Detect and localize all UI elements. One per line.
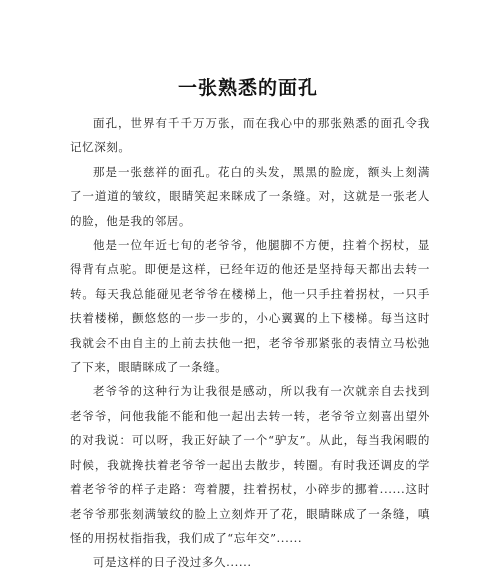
paragraph-5: 可是这样的日子没过多久...... [93,555,252,570]
article-body [70,111,430,575]
paragraph-1: 面孔，世界有千千万万张，而在我心中的那张熟悉的面孔令我记忆深刻。 [70,116,430,155]
paragraph-3: 他是一位年近七旬的老爷爷，他腿脚不方便，拄着个拐杖，显得背有点驼。即便是这样，已经年迈的他还是坚持每天都出去转一转。每天我总能碰见老爷爷在楼梯上，他一只手拄着拐杖，一只手扶着楼梯，颤悠悠的一步一步的，小心翼翼的上下楼梯。每当这时我就会不由自主的上前去扶他一把，老爷爷那紧张的表情立马松弛了下来，眼睛眯成了一条缝。 [70,238,430,375]
paragraph-4: 老爷爷的这种行为让我很是感动，所以我有一次就亲自去找到老爷爷，问他我能不能和他一起出去转一转，老爷爷立刻喜出望外的对我说：可以呀，我正好缺了一个“驴友”。从此，每当我闲暇的时候，我就搀扶着老爷爷一起出去散步，转圈。有时我还调皮的学着老爷爷的样子走路：弯着腰，拄着拐杖，小碎步的挪着......这时老爷爷那张刻满皱纹的脸上立刻炸开了花，眼睛眯成了一条缝，嗔怪的用拐杖指指我，我们成了“忘年交”...... [70,384,430,545]
article-title: 一张熟悉的面孔 [177,77,318,99]
paragraph-2: 那是一张慈祥的面孔。花白的头发，黑黑的脸庞，额头上刻满了一道道的皱纹，眼睛笑起来眯成了一条缝。对，这就是一张老人的脸，他是我的邻居。 [70,164,430,228]
